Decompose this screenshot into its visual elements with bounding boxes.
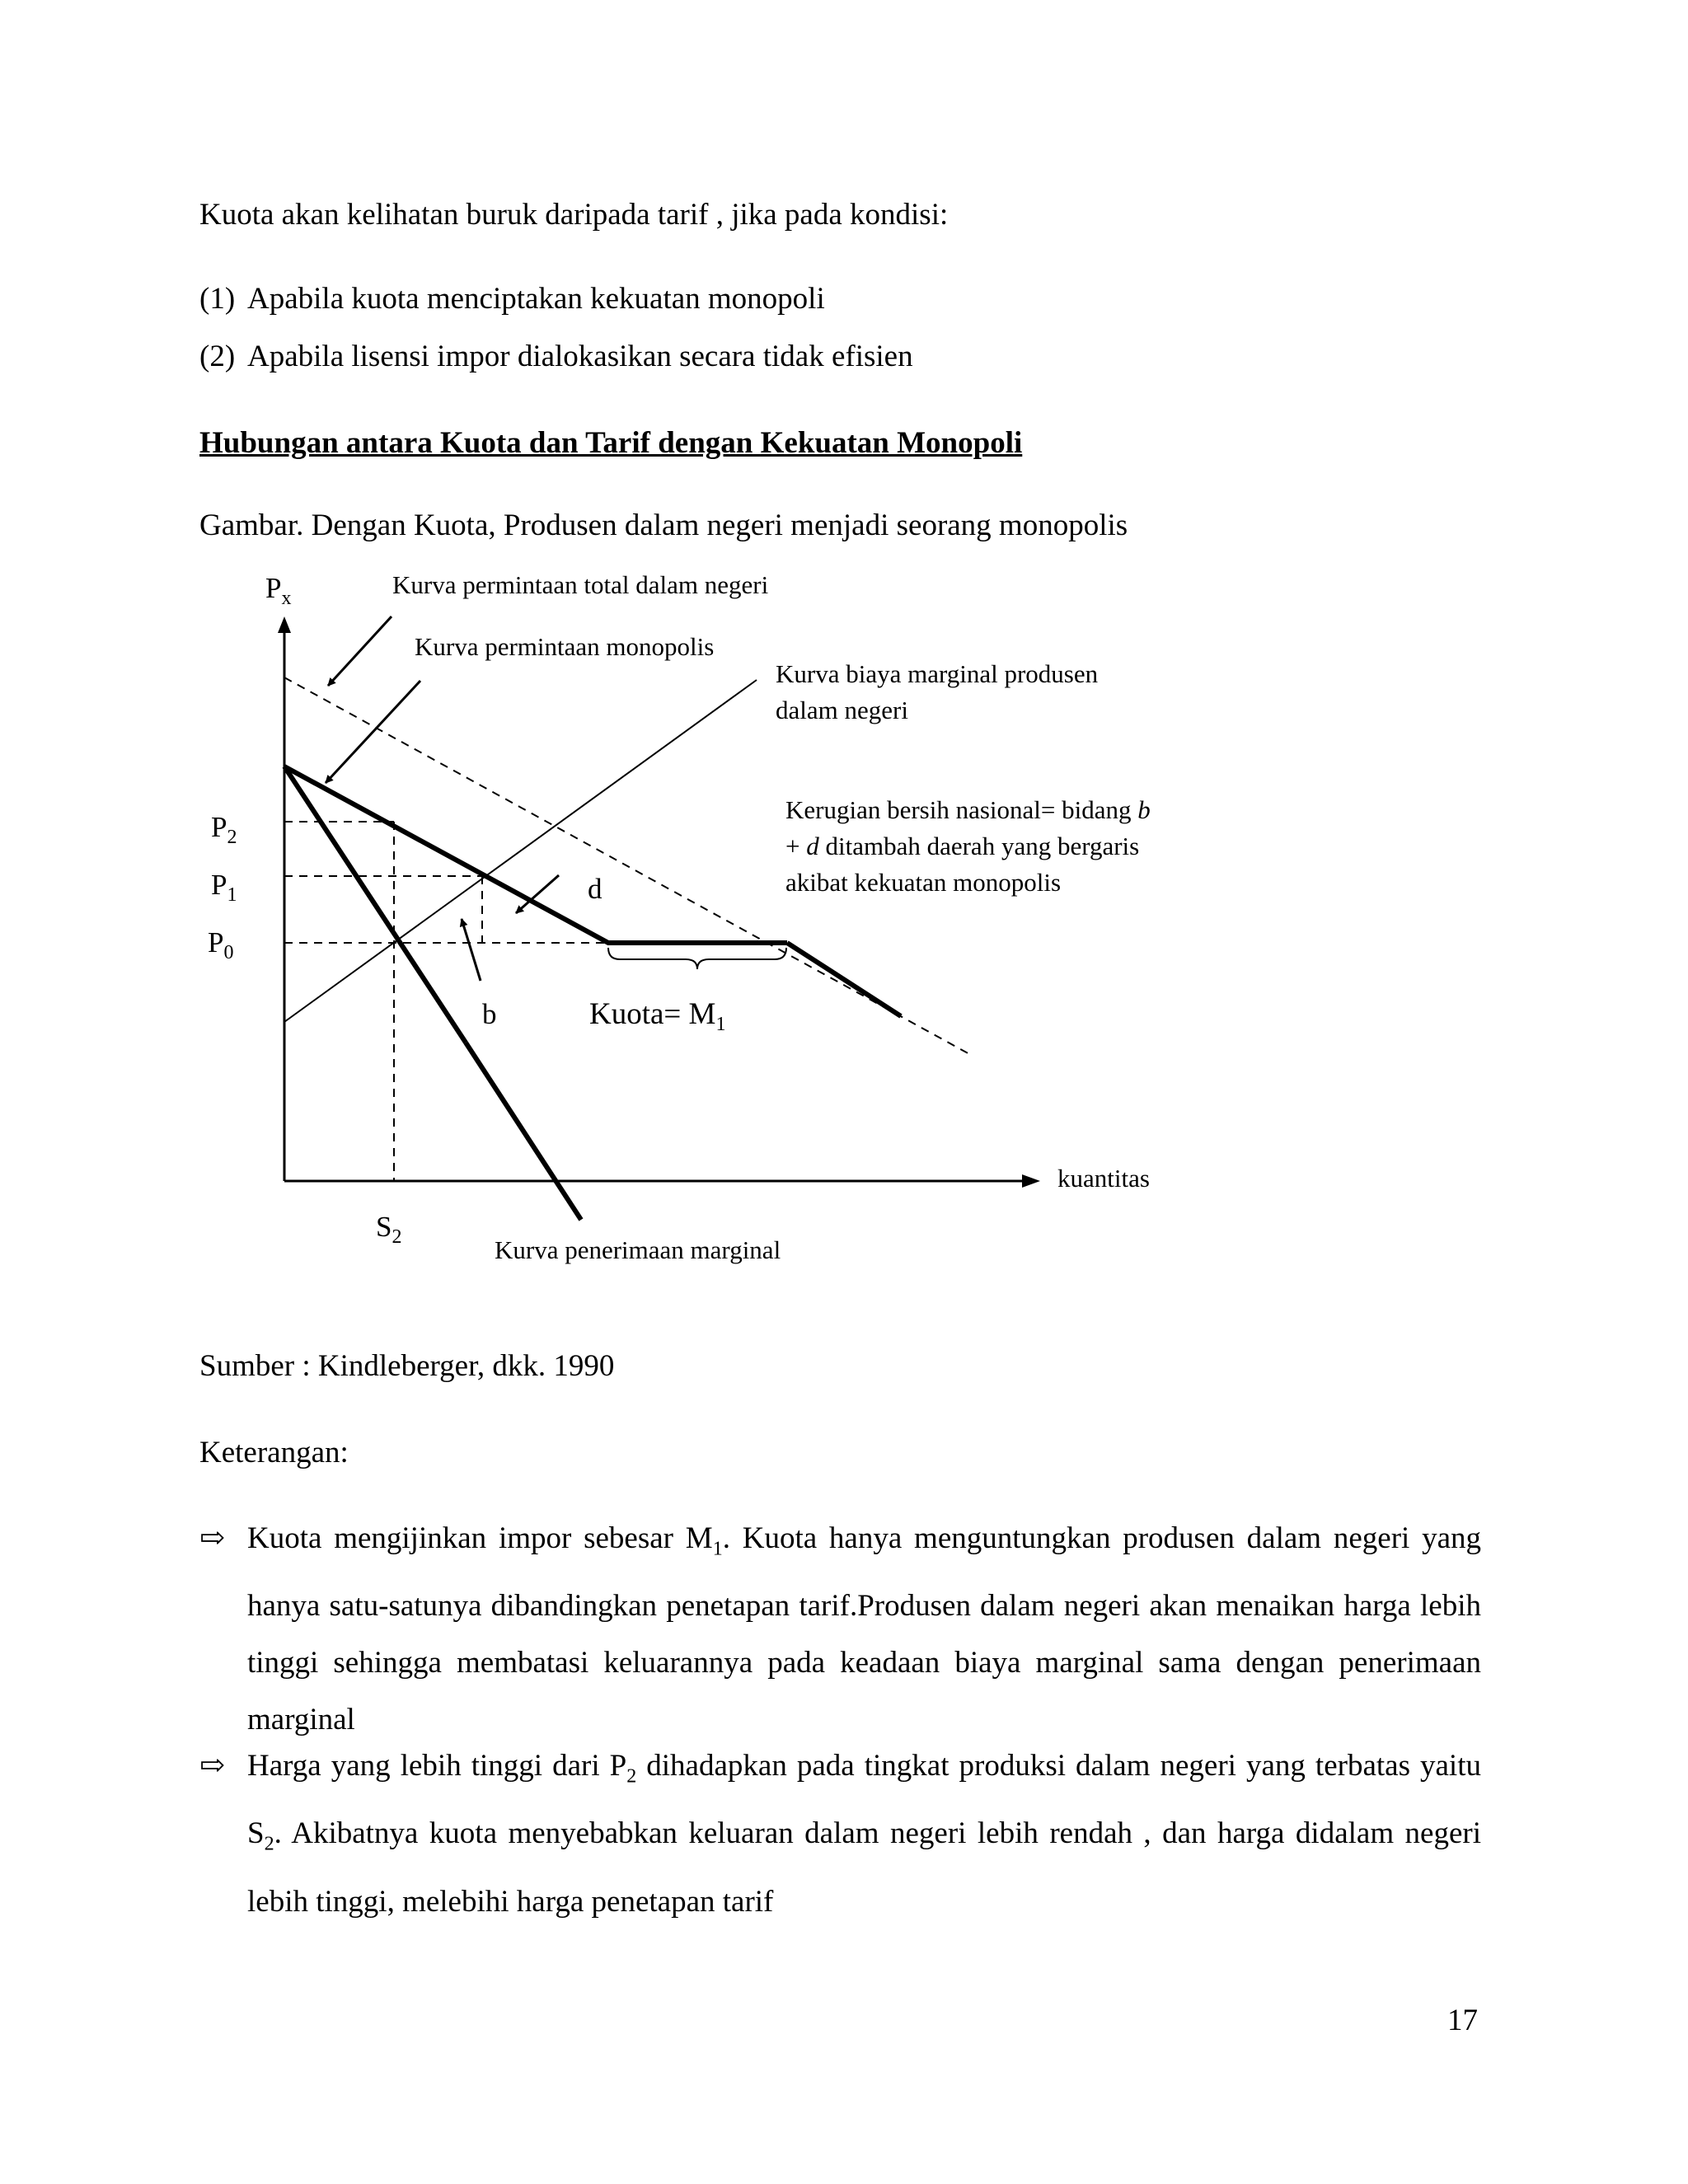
loss-label-line3: akibat kekuatan monopolis [785,868,1062,897]
page-number: 17 [1447,2004,1478,2037]
monopoly-demand-pointer [326,681,420,783]
bullet-arrow-icon: ⇨ [199,1521,226,1555]
intro-text: Kuota akan kelihatan buruk daripada tarif , jika pada kondisi: [199,198,949,232]
condition-1-number: (1) [199,282,236,316]
keterangan-heading: Keterangan: [199,1436,349,1469]
condition-2-number: (2) [199,340,236,373]
y-axis-arrowhead [278,616,291,633]
explanation-bullet-2-text: Harga yang lebih tinggi dari $P_2$ dihadapkan pada tingkat produksi dalam negeri yang terbatas yaitu $S_2$. Akibatnya kuota menyebabkan keluaran dalam negeri lebih rendah , dan harga didalam negeri lebih tinggi, melebihi harga penetapan tarif [247,1749,1481,1919]
s2-label: $S_2$ [376,1211,402,1248]
area-b-label: b [482,998,497,1030]
y-axis-label: $P_x$ [265,572,292,609]
mr-label: Kurva penerimaan marginal [495,1235,781,1264]
figure-caption: Gambar. Dengan Kuota, Produsen dalam negeri menjadi seorang monopolis [199,509,1128,542]
mc-label-line2: dalam negeri [776,696,908,724]
p0-label: $P_0$ [208,926,234,963]
loss-label-line2: + d ditambah daerah yang bergaris [785,832,1140,860]
condition-1-text: Apabila kuota menciptakan kekuatan monopoli [247,282,825,316]
explanation-bullet-1-text: Kuota mengijinkan impor sebesar $M_1$. Kuota hanya menguntungkan produsen dalam negeri yang hanya satu-satunya dibandingkan penetapan tarif.Produsen dalam negeri akan menaikan harga lebih tinggi sehingga membatasi keluarannya pada keadaan biaya marginal sama dengan penerimaan marginal [247,1521,1481,1737]
marginal-cost-curve [284,680,757,1022]
explanation-bullet-2 [199,1737,1481,1930]
mc-label-line1: Kurva biaya marginal produsen [776,659,1099,688]
explanation-bullet-1 [199,1510,1481,1748]
bullet-arrow-icon: ⇨ [199,1749,226,1783]
x-axis-arrowhead [1022,1174,1040,1188]
x-axis-label: kuantitas [1057,1164,1150,1193]
total-demand-pointer [328,616,392,686]
monopoly-demand-curve-lower [787,943,901,1016]
p1-label: $P_1$ [211,869,237,906]
marginal-revenue-curve-lower [466,1043,581,1220]
total-demand-label: Kurva permintaan total dalam negeri [392,570,769,599]
monopoly-demand-curve [284,766,787,943]
b-area-pointer [462,919,481,981]
monopoly-demand-label: Kurva permintaan monopolis [415,632,715,661]
quota-label: Kuota= $M_1$ [589,997,726,1035]
condition-2-text: Apabila lisensi impor dialokasikan secara tidak efisien [247,340,913,373]
loss-label-line1: Kerugian bersih nasional= bidang b [785,795,1151,824]
source-citation: Sumber : Kindleberger, dkk. 1990 [199,1349,615,1383]
p2-label: $P_2$ [211,811,237,848]
quota-brace [608,948,786,969]
area-d-label: d [588,873,603,905]
section-heading: Hubungan antara Kuota dan Tarif dengan Kekuatan Monopoli [199,426,1023,460]
marginal-revenue-curve [284,766,466,1043]
